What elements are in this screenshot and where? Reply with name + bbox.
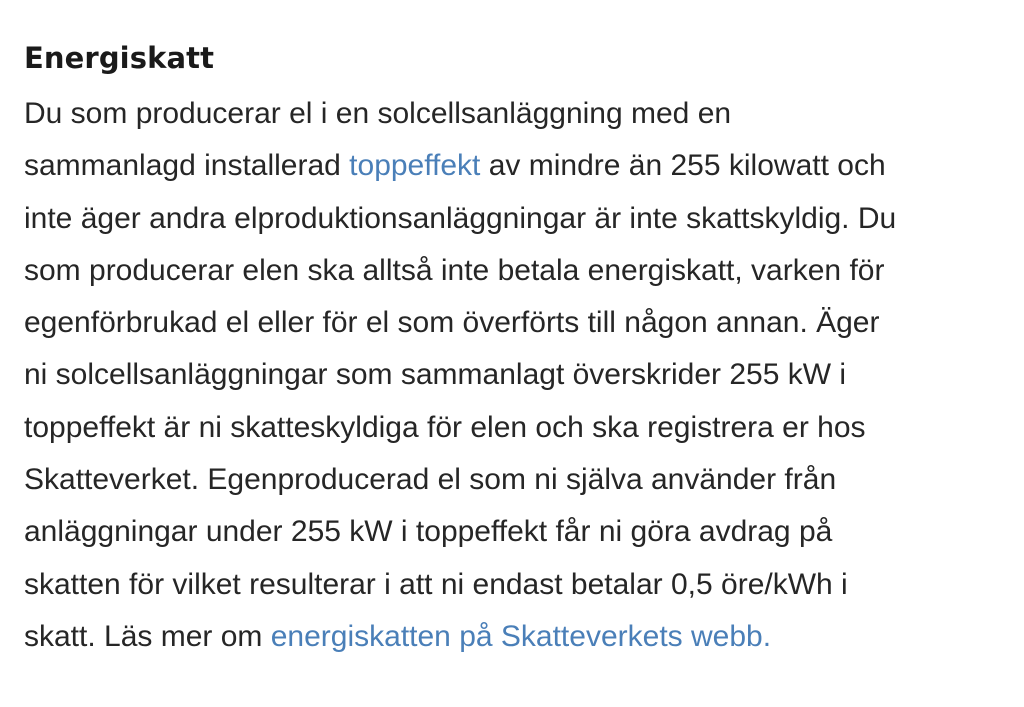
paragraph-text: av mindre än 255 kilowatt och bbox=[480, 149, 886, 183]
paragraph-line bbox=[24, 297, 1009, 349]
paragraph-text: toppeffekt är ni skatteskyldiga för elen och ska registrera er hos bbox=[24, 410, 866, 444]
paragraph-line bbox=[24, 559, 1009, 611]
energy-tax-section bbox=[24, 0, 1009, 663]
paragraph-line bbox=[24, 140, 1009, 192]
paragraph-line bbox=[24, 611, 1009, 663]
paragraph-text: egenförbrukad el eller för el som överförts till någon annan. Äger bbox=[24, 306, 880, 340]
paragraph-line bbox=[24, 349, 1009, 401]
paragraph-text: som producerar elen ska alltså inte betala energiskatt, varken för bbox=[24, 253, 885, 287]
body-paragraph bbox=[24, 88, 1009, 663]
paragraph-text: anläggningar under 255 kW i toppeffekt får ni göra avdrag på bbox=[24, 515, 833, 549]
paragraph-line bbox=[24, 454, 1009, 506]
paragraph-text: ni solcellsanläggningar som sammanlagt överskrider 255 kW i bbox=[24, 358, 847, 392]
paragraph-text: inte äger andra elproduktionsanläggningar är inte skattskyldig. Du bbox=[24, 201, 897, 235]
paragraph-line bbox=[24, 193, 1009, 245]
paragraph-line bbox=[24, 245, 1009, 297]
paragraph-text: Du som producerar el i en solcellsanläggning med en bbox=[24, 97, 732, 130]
paragraph-text: sammanlagd installerad bbox=[24, 149, 350, 183]
skatteverket-energy-tax-link[interactable]: energiskatten på Skatteverkets webb. bbox=[270, 619, 772, 653]
paragraph-text: Skatteverket. Egenproducerad el som ni själva använder från bbox=[24, 463, 837, 497]
toppeffekt-link[interactable]: toppeffekt bbox=[349, 149, 481, 183]
paragraph-text: skatten för vilket resulterar i att ni endast betalar 0,5 öre/kWh i bbox=[24, 567, 848, 601]
paragraph-line bbox=[24, 88, 1009, 140]
paragraph-line bbox=[24, 402, 1009, 454]
paragraph-text: skatt. Läs mer om bbox=[24, 619, 271, 653]
section-heading: Energiskatt bbox=[24, 41, 215, 75]
paragraph-line bbox=[24, 506, 1009, 558]
